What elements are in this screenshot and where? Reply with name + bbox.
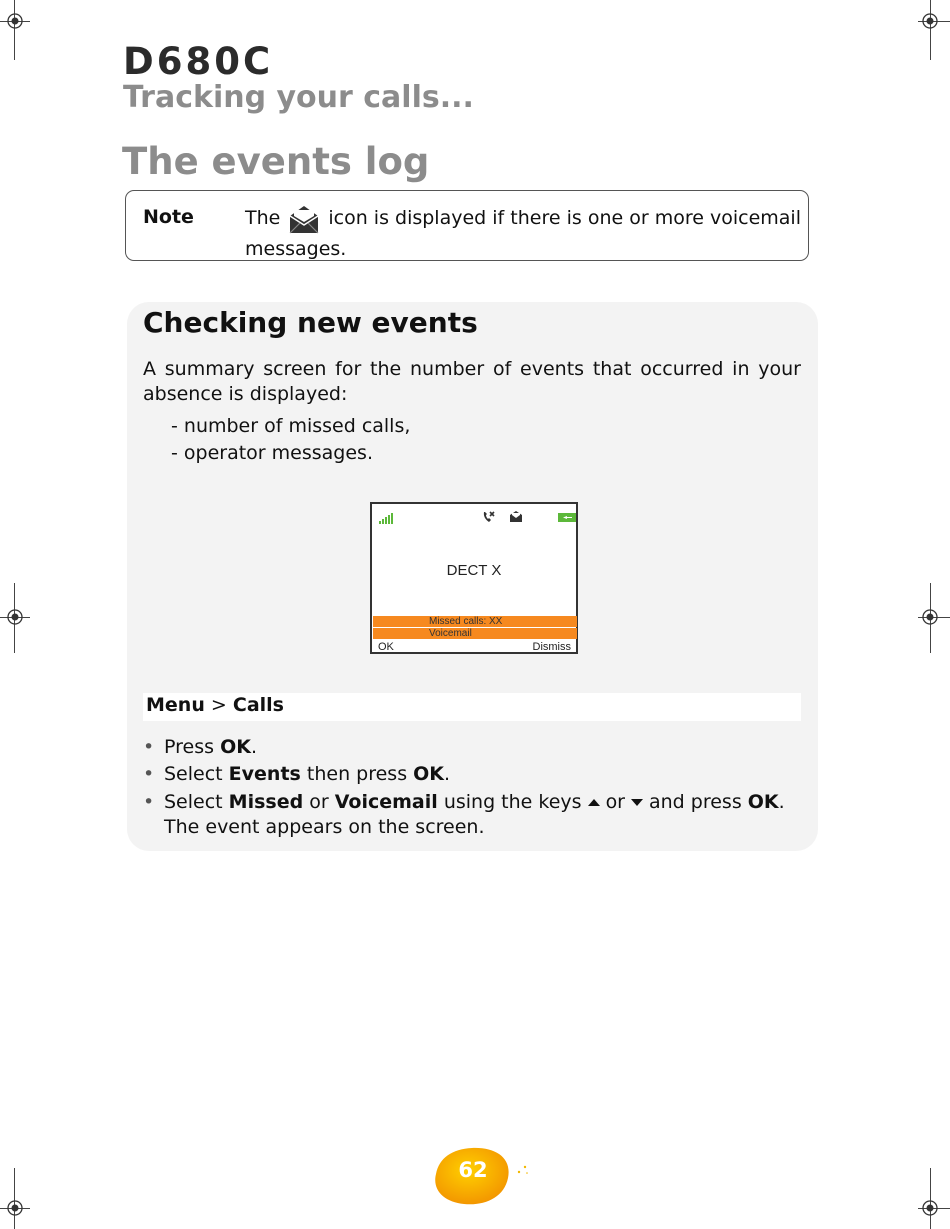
- menu-path-menu: Menu: [146, 694, 205, 716]
- menu-path-calls: Calls: [232, 694, 284, 716]
- dismiss-softkey: Dismiss: [532, 641, 571, 653]
- phone-screen-title: DECT X: [446, 562, 502, 579]
- voicemail-envelope-icon: [288, 204, 320, 234]
- signal-strength-icon: [379, 512, 395, 524]
- event-row-voicemail: Voicemail: [373, 628, 577, 639]
- page-number: 62: [458, 1158, 488, 1182]
- ok-softkey: OK: [378, 641, 394, 653]
- phone-screen-illustration: [370, 502, 578, 654]
- list-item: - number of missed calls,: [171, 415, 411, 437]
- model-name: D680C: [123, 40, 274, 83]
- note-label: Note: [143, 206, 194, 228]
- section-title: The events log: [122, 140, 430, 183]
- panel-intro: A summary screen for the number of events that occurred in your absence is displayed:: [143, 358, 801, 405]
- voicemail-icon: [509, 510, 523, 523]
- missed-call-icon: [482, 510, 496, 524]
- battery-icon: [558, 513, 576, 522]
- down-key-icon: [631, 799, 643, 806]
- sparkle-icon: [514, 1163, 530, 1177]
- note-text-before: The: [245, 207, 281, 229]
- up-key-icon: [588, 799, 600, 806]
- chapter-title: Tracking your calls...: [123, 80, 474, 115]
- panel-title: Checking new events: [143, 306, 478, 339]
- event-row-missed-calls: Missed calls: XX: [373, 616, 577, 627]
- note-text-after: icon is displayed if there is one or more voicemail messages.: [245, 207, 801, 260]
- menu-path-separator: >: [210, 694, 227, 716]
- note-text: [245, 203, 801, 265]
- list-item: - operator messages.: [171, 442, 373, 464]
- menu-path: [146, 692, 284, 718]
